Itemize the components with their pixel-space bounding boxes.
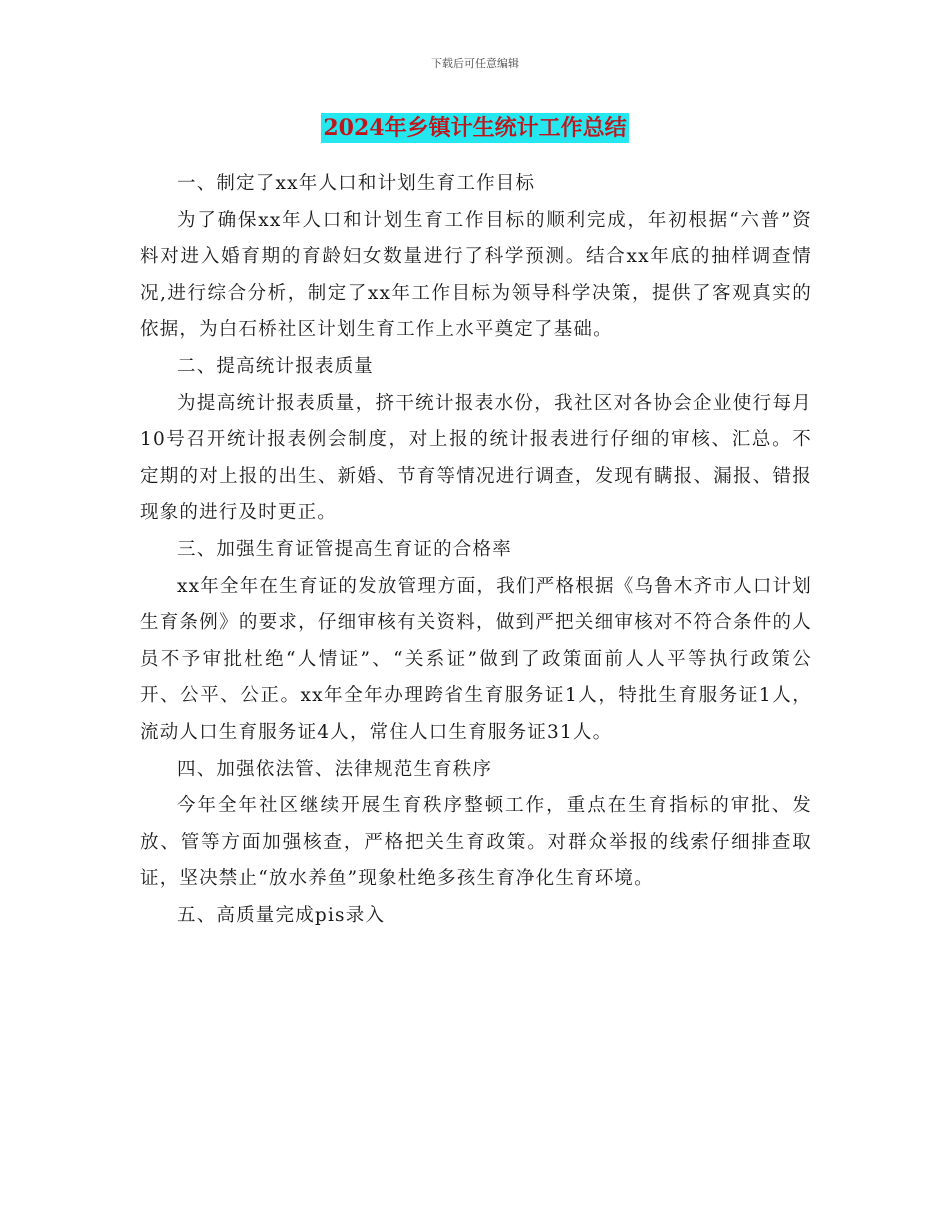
paragraph-1: 为了确保xx年人口和计划生育工作目标的顺利完成，年初根据“六普”资料对进入婚育期的育龄妇女数量进行了科学预测。结合xx年底的抽样调查情况,进行综合分析，制定了xx年工作目标为领导科学决策，提供了客观真实的依据，为白石桥社区计划生育工作上水平奠定了基础。 (140, 209, 812, 341)
section-heading-1: 一、制定了xx年人口和计划生育工作目标 (177, 173, 536, 194)
paragraph-4: 今年全年社区继续开展生育秩序整顿工作，重点在生育指标的审批、发放、管等方面加强核查，严格把关生育政策。对群众举报的线索仔细排查取证，坚决禁止“放水养鱼”现象杜绝多孩生育净化生育环境。 (140, 795, 812, 890)
section-heading-4: 四、加强依法管、法律规范生育秩序 (177, 758, 493, 780)
document-title: 2024年乡镇计生统计工作总结 (323, 115, 627, 141)
paragraph-2: 为提高统计报表质量，挤干统计报表水份，我社区对各协会企业使行每月10号召开统计报表例会制度，对上报的统计报表进行仔细的审核、汇总。不定期的对上报的出生、新婚、节育等情况进行调查，发现有瞒报、漏报、错报现象的进行及时更正。 (140, 392, 812, 524)
document-body (140, 166, 812, 934)
section-heading-3: 三、加强生育证管提高生育证的合格率 (177, 538, 512, 560)
title-wrap (0, 113, 950, 143)
section-heading-2: 二、提高统计报表质量 (177, 355, 375, 377)
paragraph-3: xx年全年在生育证的发放管理方面，我们严格根据《乌鲁木齐市人口计划生育条例》的要求，仔细审核有关资料，做到严把关细审核对不符合条件的人员不予审批杜绝“人情证”、“关系证”做到了政策面前人人平等执行政策公开、公平、公正。xx年全年办理跨省生育服务证1人，特批生育服务证1人，流动人口生育服务证4人，常住人口生育服务证31人。 (140, 575, 812, 743)
section-heading-5: 五、高质量完成pis录入 (177, 904, 386, 926)
header-note: 下载后可任意编辑 (431, 57, 519, 70)
